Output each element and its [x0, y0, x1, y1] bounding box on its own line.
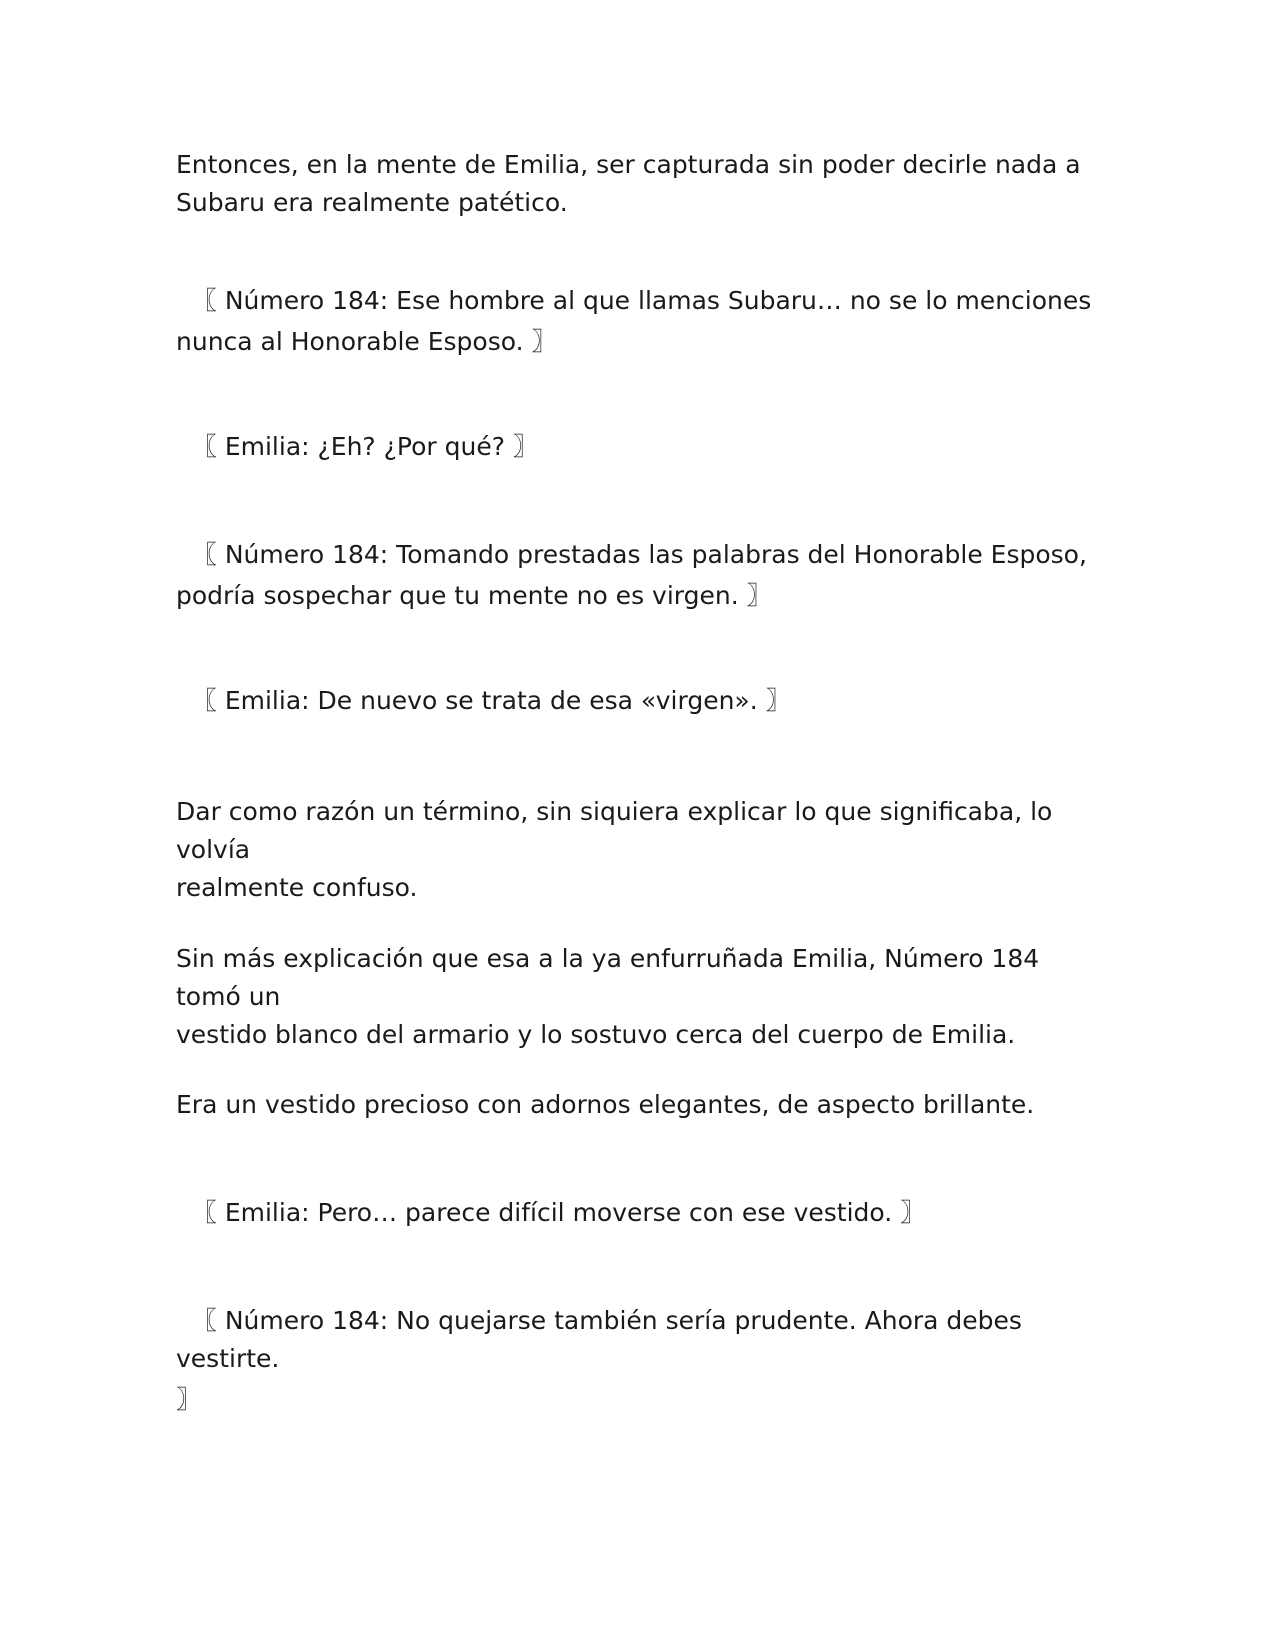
paragraph-narration [176, 1086, 1096, 1124]
paragraph-narration [176, 940, 1096, 1054]
paragraph-dialogue [176, 536, 1096, 615]
paragraph-dialogue [176, 428, 1096, 466]
paragraph-line: 〖 Emilia: Pero… parece difícil moverse con ese vestido. 〗 [176, 1198, 926, 1227]
paragraph-line: 〖 Emilia: De nuevo se trata de esa «virgen». 〗 [176, 686, 791, 715]
paragraph-line: realmente confuso. [176, 873, 418, 902]
paragraph-narration [176, 793, 1096, 907]
paragraph-line: 〖 Emilia: ¿Eh? ¿Por qué? 〗 [176, 432, 538, 461]
paragraph-line: podría sospechar que tu mente no es virgen. 〗 [176, 581, 772, 610]
paragraph-dialogue [176, 682, 1096, 720]
paragraph-dialogue [176, 1194, 1096, 1232]
paragraph-line: nunca al Honorable Esposo. 〗 [176, 327, 557, 356]
paragraph-line: 〖 Número 184: Ese hombre al que llamas Subaru… no se lo menciones [176, 286, 1092, 315]
paragraph-line: Era un vestido precioso con adornos elegantes, de aspecto brillante. [176, 1090, 1035, 1119]
paragraph-line: Sin más explicación que esa a la ya enfurruñada Emilia, Número 184 tomó un [176, 944, 1040, 1011]
paragraph-line: 〗 [176, 1385, 202, 1414]
paragraph-line: Subaru era realmente patético. [176, 188, 568, 217]
paragraph-narration [176, 146, 1096, 222]
paragraph-line: Entonces, en la mente de Emilia, ser capturada sin poder decirle nada a [176, 150, 1081, 179]
paragraph-dialogue [176, 1302, 1096, 1419]
paragraph-line: 〖 Número 184: Tomando prestadas las palabras del Honorable Esposo, [176, 540, 1087, 569]
paragraph-line: 〖 Número 184: No quejarse también sería prudente. Ahora debes vestirte. [176, 1306, 1022, 1373]
paragraph-line: Dar como razón un término, sin siquiera explicar lo que significaba, lo volvía [176, 797, 1053, 864]
paragraph-dialogue [176, 282, 1096, 361]
paragraph-line: vestido blanco del armario y lo sostuvo cerca del cuerpo de Emilia. [176, 1020, 1016, 1049]
